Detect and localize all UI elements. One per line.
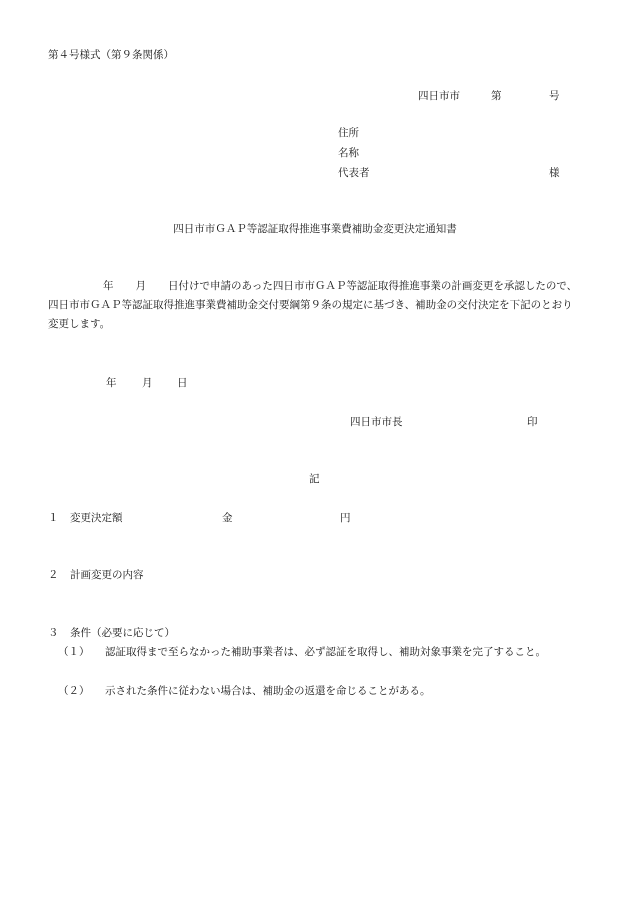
item1-label: 変更決定額 — [70, 512, 123, 524]
address-label: 住所 — [338, 127, 359, 139]
body-paragraph — [48, 277, 578, 334]
condition1-number: （１） — [58, 646, 90, 658]
ki-heading: 記 — [309, 473, 320, 485]
item2-number: ２ — [48, 569, 59, 581]
date-month: 月 — [142, 377, 153, 389]
doc-number-go: 号 — [549, 90, 560, 102]
representative-label: 代表者 — [338, 167, 370, 179]
mayor-label: 四日市市長 — [350, 416, 403, 428]
body-month: 月 — [135, 280, 146, 292]
condition2-number: （２） — [58, 685, 90, 697]
item1-number: １ — [48, 512, 59, 524]
item1-yen: 円 — [340, 512, 351, 524]
body-year: 年 — [103, 280, 114, 292]
body-text: 日付けで申請のあった四日市市ＧＡＰ等認証取得推進事業の計画変更を承認したので、四日市市ＧＡＰ等認証取得推進事業費補助金交付要綱第９条の規定に基づき、補助金の交付決定を下記のとおり変更します。 — [48, 280, 578, 330]
condition1-text: 認証取得まで至らなかった補助事業者は、必ず認証を取得し、補助対象事業を完了すること。 — [105, 646, 546, 658]
date-year: 年 — [106, 377, 117, 389]
condition2-text: 示された条件に従わない場合は、補助金の返還を命じることがある。 — [105, 685, 431, 697]
sama-honorific: 様 — [549, 167, 560, 179]
document-title: 四日市市ＧＡＰ等認証取得推進事業費補助金変更決定通知書 — [173, 223, 457, 235]
name-label: 名称 — [338, 147, 359, 159]
item3-label: 条件（必要に応じて） — [70, 627, 175, 639]
item2-label: 計画変更の内容 — [70, 569, 144, 581]
doc-number-city: 四日市市 — [418, 90, 460, 102]
form-label: 第４号様式（第９条関係） — [48, 49, 174, 61]
doc-number-dai: 第 — [491, 90, 502, 102]
item1-kin: 金 — [222, 512, 233, 524]
date-day: 日 — [177, 377, 188, 389]
seal-mark: 印 — [527, 416, 538, 428]
item3-number: ３ — [48, 627, 59, 639]
